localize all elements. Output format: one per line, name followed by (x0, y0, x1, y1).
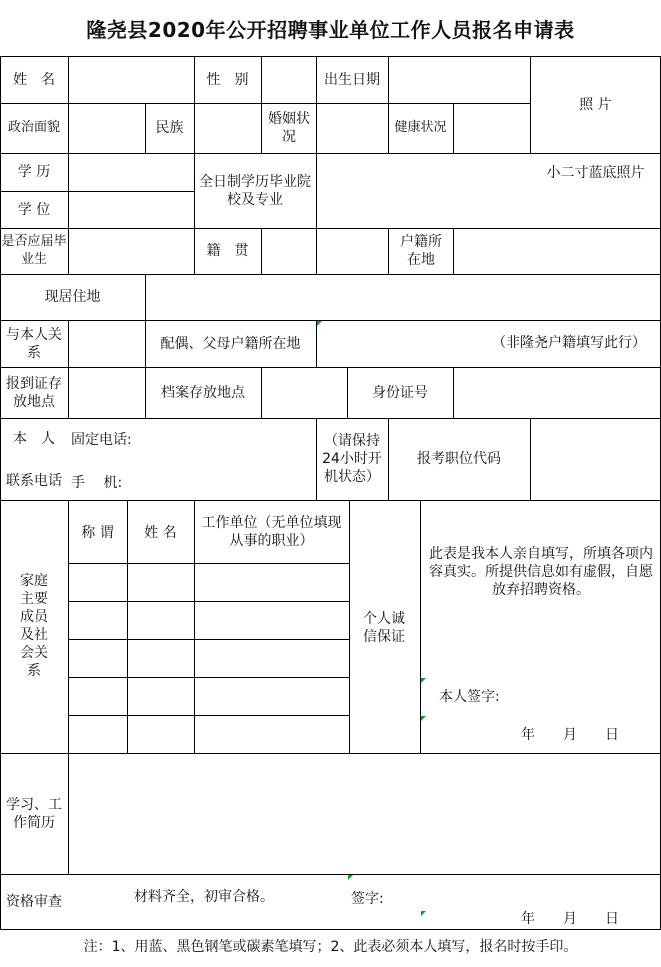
native-place-field[interactable] (262, 229, 388, 274)
sign-label: 签字: (351, 891, 384, 907)
gender-field[interactable] (262, 57, 316, 103)
ethnicity-field[interactable] (195, 104, 261, 153)
native-place-label: 籍 贯 (206, 243, 249, 259)
photo-label: 照 片 (579, 97, 612, 113)
family-work-header: 工作单位（无单位填现从事的职业） (201, 515, 342, 549)
id-number-label: 身份证号 (372, 384, 428, 401)
name-label: 姓 名 (13, 71, 55, 88)
family-name-header: 姓 名 (144, 525, 177, 541)
family-relation-header: 称 谓 (81, 525, 114, 541)
footer-note: 注：1、用蓝、黑色钢笔或碳素笔填写；2、此表必须本人填写，报名时按手印。 (83, 939, 578, 955)
form-title: 隆尧县2020年公开招聘事业单位工作人员报名申请表 (86, 17, 575, 42)
self-sign-label: 本人签字: (439, 689, 500, 705)
archive-place-label: 档案存放地点 (161, 384, 245, 401)
current-address-field[interactable] (146, 275, 660, 320)
self-sign-field[interactable] (510, 680, 658, 714)
grid-line (388, 228, 389, 274)
fresh-graduate-field[interactable] (69, 229, 194, 274)
qualification-label: 资格审查 (6, 893, 62, 910)
family-row-field[interactable] (69, 640, 349, 677)
position-code-field[interactable] (531, 419, 660, 500)
political-status-field[interactable] (69, 104, 145, 153)
household-reg-label: 户籍所在地 (400, 234, 442, 268)
report-place-label: 报到证存放地点 (6, 375, 62, 410)
landline-label: 固定电话: (71, 432, 132, 448)
cell-marker (421, 911, 426, 916)
date-ymd: 年 月 日 (521, 727, 619, 743)
family-row-field[interactable] (69, 678, 349, 715)
education-field[interactable] (69, 154, 194, 191)
degree-field[interactable] (69, 192, 194, 228)
spouse-parents-reg-label: 配偶、父母户籍所在地 (160, 335, 301, 352)
photo-spec-label: 小二寸蓝底照片 (546, 165, 645, 181)
political-status-label: 政治面貌 (7, 120, 60, 135)
school-major-label: 全日制学历毕业院校及专业 (199, 173, 311, 208)
self-label: 本 人 (13, 431, 55, 447)
family-row-field[interactable] (69, 564, 349, 601)
birth-date-field[interactable] (389, 57, 530, 103)
birth-date-label: 出生日期 (324, 71, 380, 88)
grid-line (0, 500, 661, 501)
landline-field[interactable] (140, 422, 312, 456)
position-code-label: 报考职位代码 (417, 451, 501, 467)
keep-phone-on-note: （请保持24小时开机状态） (322, 433, 382, 485)
grid-line (349, 500, 350, 753)
health-status-label: 健康状况 (394, 120, 447, 135)
id-number-field[interactable] (454, 368, 660, 418)
grid-line (316, 418, 317, 500)
qualification-result: 材料齐全，初审合格。 (134, 889, 274, 905)
integrity-label: 个人诚信保证 (363, 611, 405, 645)
family-row-field[interactable] (69, 716, 349, 753)
cell-marker (421, 678, 426, 683)
archive-place-field[interactable] (262, 368, 347, 418)
integrity-statement: 此表是我本人亲自填写，所填各项内容真实。所提供信息如有虚假，自愿放弃招聘资格。 (429, 546, 653, 598)
marital-status-field[interactable] (317, 104, 388, 153)
cell-marker (421, 716, 426, 721)
gender-label: 性 别 (206, 71, 249, 88)
health-status-field[interactable] (454, 104, 530, 153)
family-row-field[interactable] (69, 602, 349, 639)
report-place-field[interactable] (69, 368, 145, 418)
date-ymd-review: 年 月 日 (521, 911, 619, 927)
relation-to-self-label: 与本人关系 (6, 326, 62, 361)
grid-line (316, 320, 317, 367)
ethnicity-label: 民族 (155, 120, 184, 136)
fresh-graduate-label: 是否应届毕业生 (1, 234, 67, 267)
cell-marker (348, 875, 353, 880)
relation-to-self-field[interactable] (69, 321, 145, 367)
mobile-field[interactable] (140, 462, 312, 496)
grid-line (0, 929, 661, 930)
grid-line (0, 874, 661, 875)
non-local-note: （非隆尧户籍填写此行） (492, 335, 646, 351)
current-address-label: 现居住地 (44, 289, 101, 305)
household-reg-field[interactable] (454, 229, 660, 274)
contact-phone-label: 联系电话 (6, 473, 62, 489)
name-field[interactable] (69, 57, 194, 103)
mobile-label: 手 机: (71, 475, 123, 491)
resume-label: 学习、工作简历 (6, 797, 62, 831)
school-major-field[interactable] (317, 154, 530, 228)
resume-field[interactable] (69, 754, 660, 874)
marital-status-label: 婚姻状况 (268, 111, 310, 145)
education-label: 学 历 (17, 164, 51, 180)
degree-label: 学 位 (17, 201, 51, 218)
family-label: 家庭主要成员及社会关系 (20, 573, 48, 679)
cell-marker (317, 321, 322, 326)
